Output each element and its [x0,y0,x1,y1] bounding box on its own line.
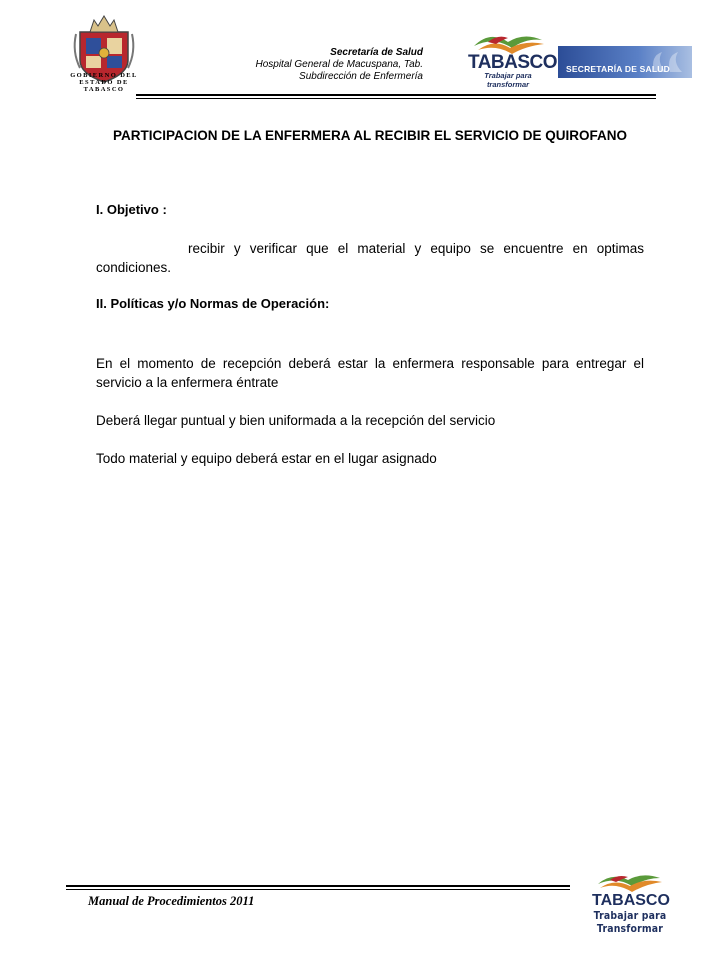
objective-text: recibir y verificar que el material y equipo se encuentre en optimas condiciones. [96,241,644,275]
header-rule-thick [136,94,656,96]
org-line-3: Subdirección de Enfermería [299,71,423,82]
policy-item-2: Deberá llegar puntual y bien uniformada a la recepción del servicio [96,413,496,428]
footer-logo-word: TABASCO [592,892,670,909]
footer-logo-slogan: Trabajar para Transformar [593,909,667,935]
header-rule-thin [136,98,656,99]
shield-caption-line-2: ESTADO DE [79,79,129,86]
org-line-1: Secretaría de Salud [330,47,423,58]
footer-rule-thick [66,885,570,887]
objective-heading: I. Objetivo : [96,202,167,217]
shield-caption-line-3: TABASCO [83,86,125,93]
document-title: PARTICIPACION DE LA ENFERMERA AL RECIBIR EL SERVICIO DE QUIROFANO [112,128,628,143]
manual-footer-label: Manual de Procedimientos 2011 [88,894,255,908]
secretaria-banner-text: SECRETARÍA DE SALUD [566,64,670,74]
policy-item-3: Todo material y equipo deberá estar en el lugar asignado [96,451,437,466]
header-organization [255,47,423,83]
tabasco-logo-slogan: Trabajar para transformar [484,71,532,89]
tabasco-logo-word: TABASCO [468,52,558,73]
org-line-2: Hospital General de Macuspana, Tab. [255,59,423,70]
policy-item-1: En el momento de recepción deberá estar la enfermera responsable para entregar el servicio a la enfermera éntrate [96,356,644,390]
shield-caption-line-1: GOBIERNO DEL [70,72,138,79]
policies-heading: II. Políticas y/o Normas de Operación: [96,296,330,311]
footer-rule-thin [66,889,570,890]
